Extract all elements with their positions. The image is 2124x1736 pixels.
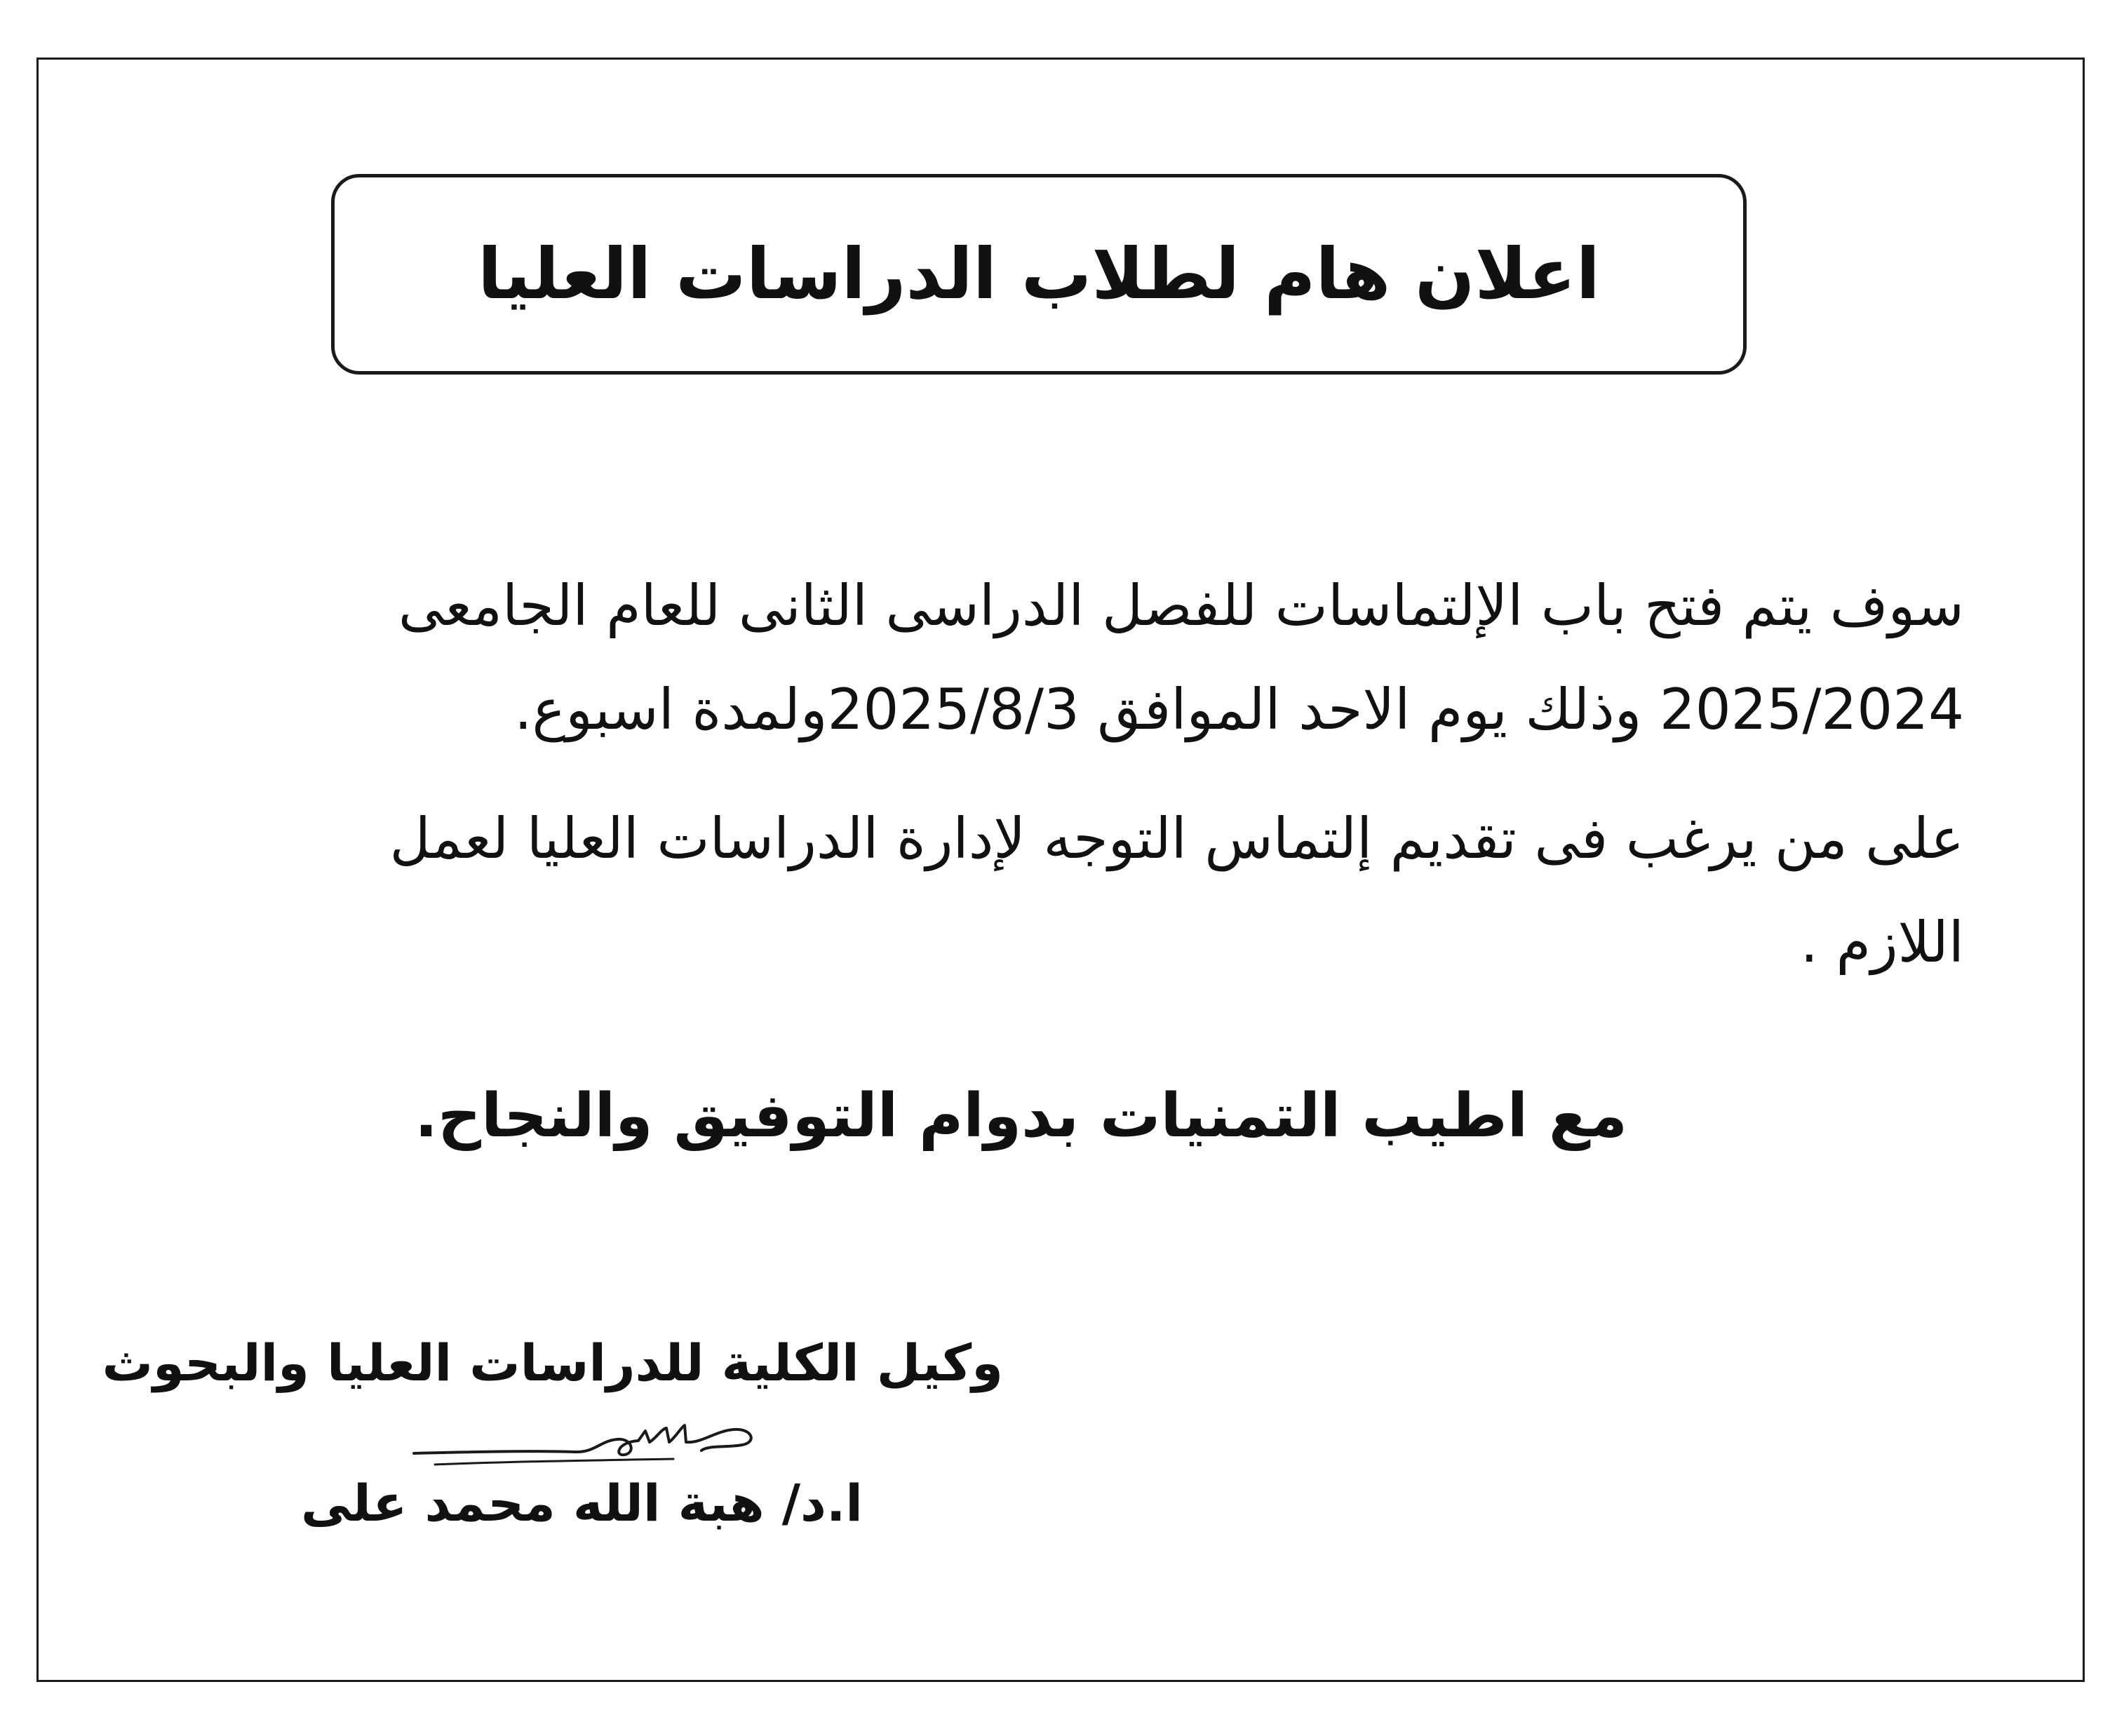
announcement-title: اعلان هام لطلاب الدراسات العليا bbox=[478, 233, 1600, 315]
closing-wishes: مع اطيب التمنيات بدوام التوفيق والنجاح. bbox=[415, 1081, 1627, 1151]
signatory-name: ا.د/ هبة الله محمد على bbox=[300, 1474, 863, 1533]
paragraph-instructions: على من يرغب فى تقديم إلتماس التوجه لإدارة الدراسات العليا لعمل اللازم . bbox=[389, 806, 1964, 975]
announcement-body bbox=[295, 554, 1964, 995]
title-box bbox=[331, 174, 1747, 375]
paragraph-opening-date: سوف يتم فتح باب الإلتماسات للفصل الدراسى الثانى للعام الجامعى 2025/2024 وذلك يوم الاحد الموافق 2025/8/3ولمدة اسبوع. bbox=[398, 573, 1964, 742]
signature-icon bbox=[407, 1410, 758, 1473]
signatory-position: وكيل الكلية للدراسات العليا والبحوث bbox=[102, 1333, 1003, 1392]
